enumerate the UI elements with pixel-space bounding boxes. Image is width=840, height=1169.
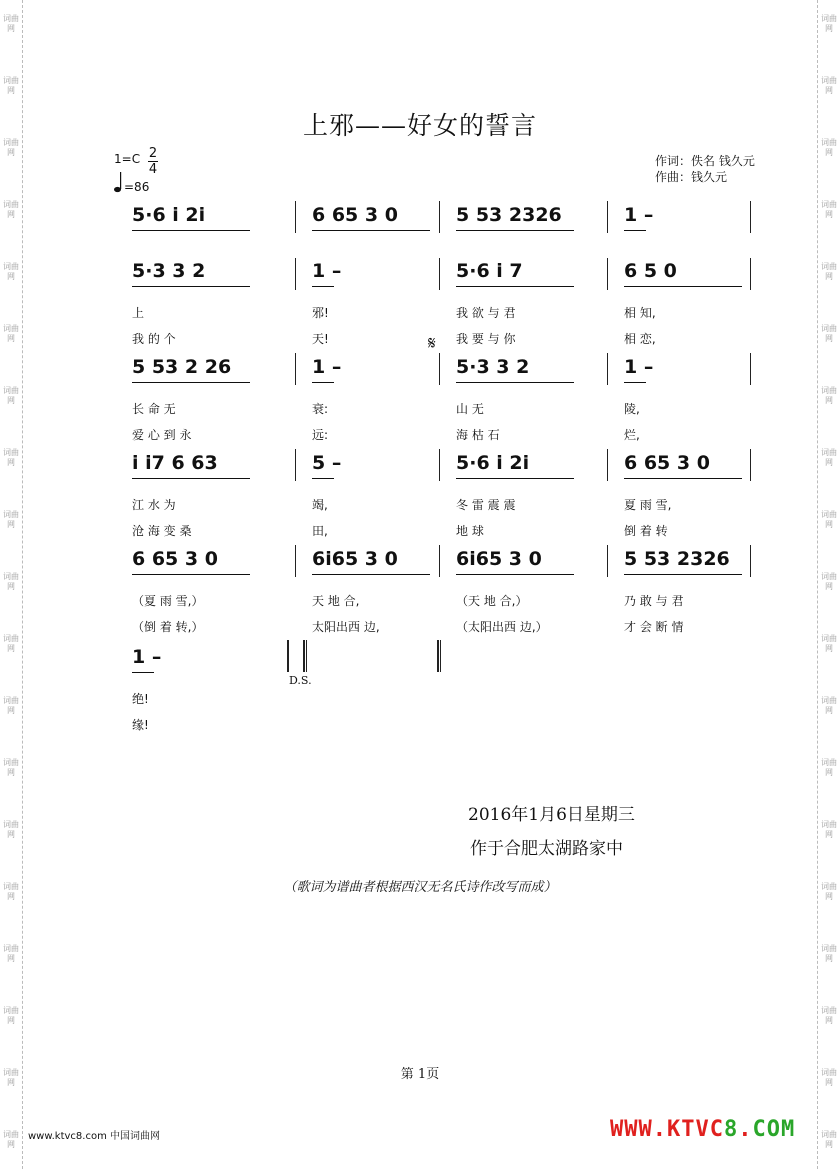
measure-notes: 5 53 2326 [624,548,730,570]
watermark-text: 词曲网 [3,696,19,715]
underline [624,478,742,479]
watermark-text: 词曲网 [3,262,19,281]
time-sig-top: 2 [148,146,158,161]
lyric-text: 乃 敢 与 君 [624,594,684,608]
underline [312,478,334,479]
measure-notes: 6 65 3 0 [132,548,218,570]
ds-marking: D.S. [289,674,312,687]
watermark-text: 词曲网 [3,820,19,839]
measure-notes: 1 – [624,356,654,378]
watermark-text: 词曲网 [3,634,19,653]
watermark-text: 词曲网 [821,1068,837,1087]
watermark-text: 词曲网 [821,14,837,33]
measure-notes: 5·3 3 2 [132,260,206,282]
bar-line [295,353,296,385]
bar-line [607,201,608,233]
measure-notes: 6 5 0 [624,260,677,282]
watermark-text: 词曲网 [821,944,837,963]
bar-line [750,258,751,290]
underline [624,286,742,287]
watermark-text: 词曲网 [3,758,19,777]
watermark-text: 词曲网 [821,572,837,591]
lyric-text: 陵, [624,402,640,416]
lyric-text: 天 地 合, [312,594,360,608]
lyric-text: 冬 雷 震 震 [456,498,516,512]
watermark-text: 词曲网 [821,262,837,281]
bar-line [750,449,751,481]
watermark-text: 词曲网 [3,944,19,963]
lyric-text: 相 恋, [624,332,656,346]
underline [456,286,574,287]
site-logo-right: WWW.KTVC8.COM [610,1117,796,1142]
watermark-text: 词曲网 [3,386,19,405]
watermark-text: 词曲网 [3,510,19,529]
measure-notes: 5·6 i 2i [456,452,530,474]
time-sig-bottom: 4 [148,162,158,177]
watermark-text: 词曲网 [3,448,19,467]
lyric-text: 山 无 [456,402,484,416]
bar-line [439,545,440,577]
watermark-text: 词曲网 [821,76,837,95]
composer-credit: 作曲：钱久元 [655,170,728,184]
bar-line [295,258,296,290]
quarter-note-icon [114,171,122,193]
measure-notes: 6 65 3 0 [624,452,710,474]
measure-notes: 5·6 i 2i [132,204,206,226]
watermark-text: 词曲网 [3,572,19,591]
underline [132,574,250,575]
site-credit-left: www.ktvc8.com 中国词曲网 [28,1131,161,1142]
watermark-text: 词曲网 [821,200,837,219]
bar-line [439,258,440,290]
watermark-text: 词曲网 [3,76,19,95]
date-line: 2016年1月6日星期三 [468,805,635,825]
lyric-text: 才 会 断 情 [624,620,684,634]
measure-notes: 1 – [132,646,162,668]
measure-notes: 5 53 2326 [456,204,562,226]
place-line: 作于合肥太湖路家中 [470,839,623,859]
watermark-text: 词曲网 [821,138,837,157]
final-bar-line [306,640,307,672]
underline [624,230,646,231]
underline [132,672,154,673]
watermark-text: 词曲网 [3,1068,19,1087]
bar-line [295,545,296,577]
watermark-text: 词曲网 [821,448,837,467]
lyric-text: （夏 雨 雪,） [132,594,204,608]
measure-notes: 5·3 3 2 [456,356,530,378]
measure-notes: 1 – [312,260,342,282]
watermark-text: 词曲网 [3,1006,19,1025]
final-bar-line [437,640,439,672]
watermark-text: 词曲网 [821,696,837,715]
underline [132,286,250,287]
lyric-text: 夏 雨 雪, [624,498,672,512]
bar-line [439,449,440,481]
underline [312,382,334,383]
lyric-text: 上 [132,306,145,320]
lyric-text: 我 欲 与 君 [456,306,516,320]
underline [132,230,250,231]
tempo: =86 [124,180,150,194]
lyricist-credit: 作词：佚名 钱久元 [655,154,755,168]
underline [312,286,334,287]
underline [132,478,250,479]
song-title: 上邪——好女的誓言 [302,111,537,140]
measure-notes: 6i65 3 0 [312,548,398,570]
segno-icon: 𝄋 [428,333,436,354]
watermark-text: 词曲网 [821,1130,837,1149]
watermark-text: 词曲网 [821,324,837,343]
measure-notes: 6 65 3 0 [312,204,398,226]
underline [624,574,742,575]
underline [312,230,430,231]
lyric-text: 远: [312,428,329,442]
measure-notes: 5 53 2 26 [132,356,232,378]
lyric-text: 江 水 为 [132,498,176,512]
watermark-text: 词曲网 [821,510,837,529]
lyric-text: 缘! [132,718,149,732]
watermark-text: 词曲网 [3,138,19,157]
lyric-text: （太阳出西 边,） [456,620,548,634]
lyric-text: 太阳出西 边, [312,620,380,634]
lyric-text: 海 枯 石 [456,428,500,442]
lyric-text: 我 的 个 [132,332,176,346]
left-margin-watermark [0,0,23,1169]
bar-line [439,201,440,233]
measure-notes: 1 – [624,204,654,226]
lyric-text: 我 要 与 你 [456,332,516,346]
measure-notes: 6i65 3 0 [456,548,542,570]
watermark-text: 词曲网 [821,634,837,653]
lyric-text: 邪! [312,306,329,320]
underline [624,382,646,383]
watermark-text: 词曲网 [821,820,837,839]
watermark-text: 词曲网 [3,200,19,219]
underline [456,382,574,383]
bar-line [607,258,608,290]
underline [132,382,250,383]
lyric-text: （天 地 合,） [456,594,528,608]
measure-notes: 1 – [312,356,342,378]
lyric-text: 长 命 无 [132,402,176,416]
watermark-text: 词曲网 [821,386,837,405]
underline [456,574,574,575]
bar-line [607,449,608,481]
bar-line [750,545,751,577]
lyric-text: 田, [312,524,328,538]
lyric-text: 沧 海 变 桑 [132,524,192,538]
lyric-text: 绝! [132,692,149,706]
measure-notes: 5·6 i 7 [456,260,523,282]
bar-line [607,353,608,385]
bar-line [295,201,296,233]
bar-line [607,545,608,577]
time-signature [148,146,158,177]
bar-line [750,353,751,385]
key-signature: 1=C [114,152,141,166]
lyrics-note: （歌词为谱曲者根据西汉无名氏诗作改写而成） [283,880,557,895]
lyric-text: 竭, [312,498,328,512]
underline [456,478,574,479]
lyric-text: 烂, [624,428,640,442]
lyric-text: 地 球 [456,524,484,538]
underline [312,574,430,575]
page-number: 第 1页 [400,1067,440,1082]
lyric-text: （倒 着 转,） [132,620,204,634]
final-bar-line [303,640,305,672]
final-bar-line [440,640,441,672]
right-margin-watermark [817,0,840,1169]
measure-notes: i i7 6 63 [132,452,218,474]
watermark-text: 词曲网 [821,1006,837,1025]
lyric-text: 相 知, [624,306,656,320]
bar-line [439,353,440,385]
watermark-text: 词曲网 [3,1130,19,1149]
lyric-text: 爱 心 到 永 [132,428,192,442]
bar-line [295,449,296,481]
watermark-text: 词曲网 [3,882,19,901]
watermark-text: 词曲网 [821,882,837,901]
watermark-text: 词曲网 [821,758,837,777]
measure-notes: 5 – [312,452,342,474]
lyric-text: 衰: [312,402,329,416]
final-bar-line [287,640,289,672]
lyric-text: 天! [312,332,329,346]
watermark-text: 词曲网 [3,324,19,343]
lyric-text: 倒 着 转 [624,524,668,538]
underline [456,230,574,231]
watermark-text: 词曲网 [3,14,19,33]
bar-line [750,201,751,233]
